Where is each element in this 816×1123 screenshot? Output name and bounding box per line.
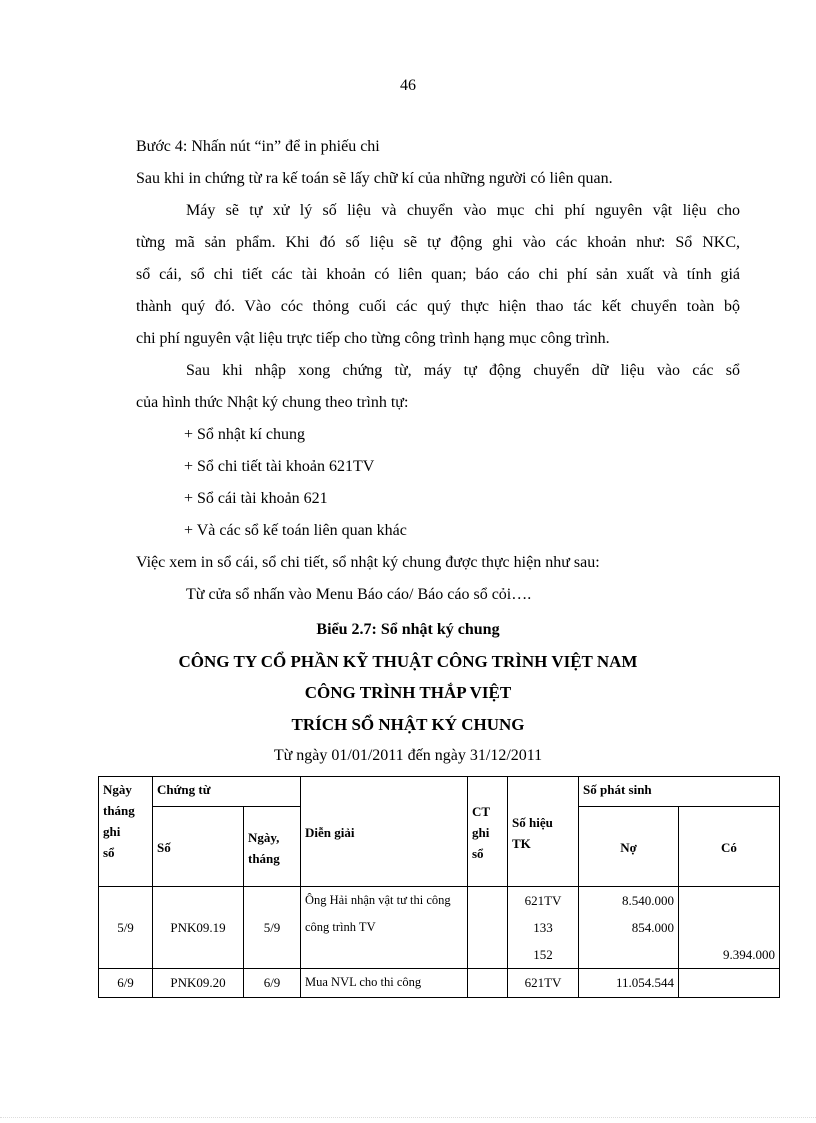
- table-row: [99, 887, 780, 969]
- row-date: 6/9: [99, 969, 153, 998]
- row-credits: 9.394.000: [679, 887, 780, 969]
- page-bottom-rule: [0, 1117, 816, 1118]
- auto-process-line: chi phí nguyên vật liệu trực tiếp cho từng công trình hạng mục công trình.: [136, 330, 610, 347]
- header-voucher-date: Ngày, tháng: [244, 807, 301, 887]
- body-text: [136, 131, 740, 611]
- row-accounts: 621TV 133 152: [508, 887, 579, 969]
- view-print-paragraph: Việc xem in sổ cái, sổ chi tiết, sổ nhật ký chung được thực hiện như sau:: [136, 554, 600, 571]
- page-number: 46: [400, 77, 416, 94]
- auto-process-line: Máy sẽ tự xử lý số liệu và chuyển vào mục chi phí nguyên vật liệu cho: [186, 202, 740, 219]
- list-item: + Sổ chi tiết tài khoản 621TV: [184, 458, 375, 475]
- row-ct: [468, 887, 508, 969]
- list-item: + Và các sổ kế toán liên quan khác: [184, 522, 407, 539]
- header-credit: Có: [679, 807, 780, 887]
- journal-titles: [0, 614, 816, 772]
- list-item: + Sổ cái tài khoản 621: [184, 490, 328, 507]
- auto-process-line: sổ cái, sổ chi tiết các tài khoản có liên quan; báo cáo chi phí sản xuất và tính giá: [136, 266, 740, 283]
- row-date: 5/9: [99, 887, 153, 969]
- header-voucher-no: Số: [153, 807, 244, 887]
- after-entry-line: Sau khi nhập xong chứng từ, máy tự động chuyển dữ liệu vào các sổ: [186, 362, 740, 379]
- row-ct: [468, 969, 508, 998]
- row-description: Ông Hải nhận vật tư thi công công trình TV: [301, 887, 468, 969]
- menu-path-paragraph: Từ cửa sổ nhấn vào Menu Báo cáo/ Báo cáo sổ cỏi….: [186, 586, 532, 603]
- row-voucher-date: 5/9: [244, 887, 301, 969]
- header-account: Số hiệu TK: [508, 777, 579, 887]
- auto-process-line: thành quý đó. Vào cóc thỏng cuối các quý thực hiện thao tác kết chuyển toàn bộ: [136, 298, 740, 315]
- header-debit: Nợ: [579, 807, 679, 887]
- list-item: + Sổ nhật kí chung: [184, 426, 306, 443]
- header-description: Diễn giải: [301, 777, 468, 887]
- header-amount: Số phát sinh: [579, 777, 780, 807]
- date-range: Từ ngày 01/01/2011 đến ngày 31/12/2011: [273, 747, 543, 764]
- header-date: Ngày tháng ghi sổ: [99, 777, 153, 887]
- row-description: Mua NVL cho thi công: [301, 969, 468, 998]
- table-row: [99, 969, 780, 998]
- figure-caption: Biểu 2.7: Sổ nhật ký chung: [316, 621, 500, 638]
- header-ct: CT ghi sổ: [468, 777, 508, 887]
- row-voucher-no: PNK09.20: [153, 969, 244, 998]
- journal-title: TRÍCH SỔ NHẬT KÝ CHUNG: [291, 714, 525, 734]
- header-voucher: Chứng từ: [153, 777, 301, 807]
- after-entry-line: của hình thức Nhật ký chung theo trình tự:: [136, 394, 409, 411]
- general-journal-table: [98, 776, 780, 998]
- row-voucher-date: 6/9: [244, 969, 301, 998]
- row-debits: 11.054.544: [579, 969, 679, 998]
- company-name: CÔNG TY CỔ PHẦN KỸ THUẬT CÔNG TRÌNH VIỆT NAM: [178, 651, 638, 671]
- row-credits: [679, 969, 780, 998]
- row-voucher-no: PNK09.19: [153, 887, 244, 969]
- after-print-paragraph: Sau khi in chứng từ ra kế toán sẽ lấy chữ kí của những người có liên quan.: [136, 170, 613, 187]
- step4-paragraph: Bước 4: Nhấn nút “in” để in phiếu chi: [136, 138, 380, 155]
- auto-process-line: từng mã sản phẩm. Khi đó số liệu sẽ tự động ghi vào các khoản như: Sổ NKC,: [136, 234, 740, 251]
- row-accounts: 621TV: [508, 969, 579, 998]
- project-name: CÔNG TRÌNH THẮP VIỆT: [304, 683, 512, 702]
- row-debits: 8.540.000 854.000: [579, 887, 679, 969]
